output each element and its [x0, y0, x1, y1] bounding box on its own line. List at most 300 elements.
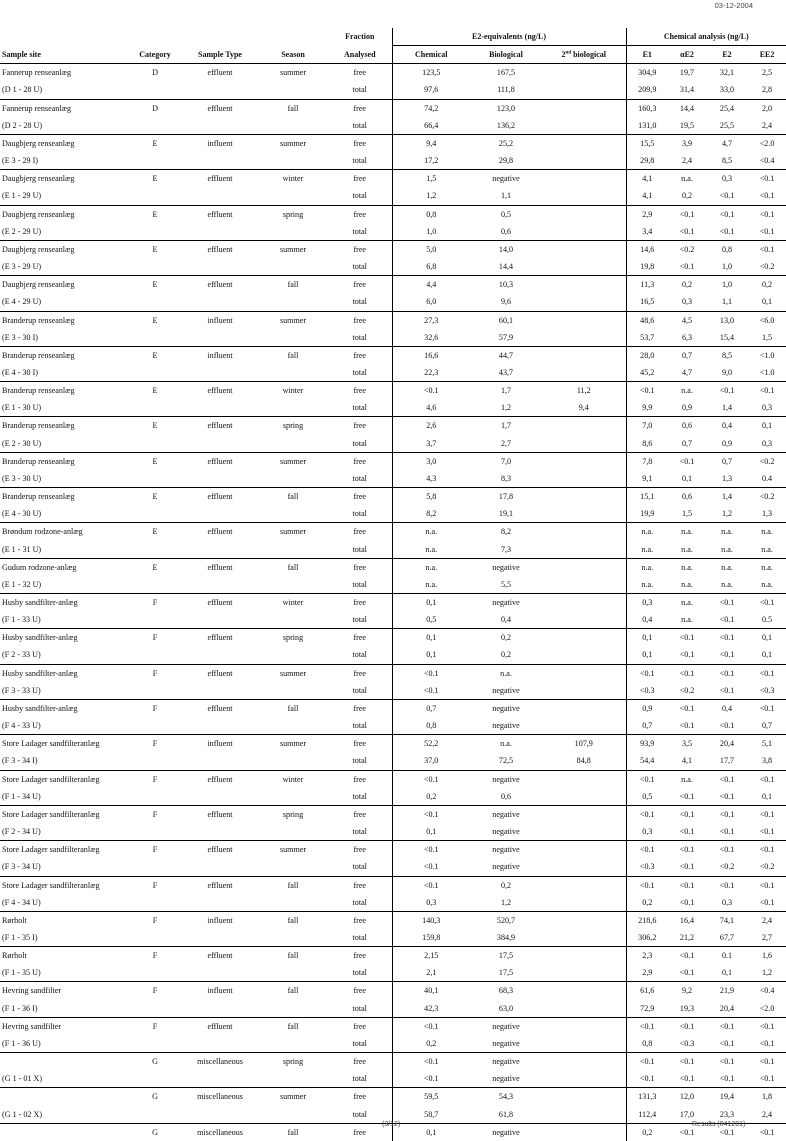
- e1-value: 7,8: [626, 452, 668, 470]
- ae2-value: n.a.: [668, 170, 706, 188]
- sample-type: influent: [182, 311, 258, 329]
- second-biological-value: [542, 558, 626, 576]
- ae2-value: n.a.: [668, 594, 706, 612]
- empty-cell: [258, 788, 328, 806]
- sample-code: (E 1 - 29 U): [2, 191, 42, 201]
- fraction: total: [352, 226, 367, 236]
- e2-value: <0.1: [706, 664, 748, 682]
- sample-code: (E 1 - 32 U): [2, 579, 42, 589]
- ae2-value: 12,0: [668, 1088, 706, 1106]
- e2-value: <0.1: [706, 1053, 748, 1071]
- e2-value: 0,1: [721, 968, 733, 978]
- sample-code: (D 2 - 28 U): [2, 120, 43, 130]
- fraction: total: [352, 367, 367, 377]
- biological-value: 0,5: [470, 205, 542, 223]
- empty-cell: [182, 329, 258, 347]
- second-biological-value: [542, 240, 626, 258]
- ae2-value: n.a.: [668, 523, 706, 541]
- e1-value: 14,6: [626, 240, 668, 258]
- e2-value: 0,7: [706, 452, 748, 470]
- e2-value: 15,4: [719, 332, 735, 342]
- sample-type: effluent: [182, 64, 258, 82]
- second-biological-value: [542, 629, 626, 647]
- empty-cell: [258, 505, 328, 523]
- empty-cell: [128, 1000, 182, 1018]
- e1-value: <0.1: [626, 876, 668, 894]
- ee2-value: 0,3: [761, 438, 773, 448]
- sample-site: [0, 1053, 128, 1071]
- second-biological-value: [542, 1070, 626, 1088]
- category: E: [128, 417, 182, 435]
- biological-value: 0,6: [500, 226, 512, 236]
- sample-type: influent: [182, 911, 258, 929]
- e2-value: <0.1: [706, 1017, 748, 1035]
- table-row: [0, 858, 786, 876]
- fraction: total: [352, 579, 367, 589]
- e2-value: n.a.: [706, 523, 748, 541]
- category: F: [128, 805, 182, 823]
- e2-value: 32,1: [706, 64, 748, 82]
- empty-cell: [258, 364, 328, 382]
- e1-value: 0,5: [626, 788, 668, 806]
- chemical-value: 58,7: [392, 1106, 470, 1124]
- ae2-value: 2,4: [681, 156, 693, 166]
- empty-cell: [182, 541, 258, 559]
- e1-value: 48,6: [626, 311, 668, 329]
- table-row: [0, 664, 786, 682]
- e2-value: <0.1: [706, 382, 748, 400]
- chemical-value: <0.1: [392, 1017, 470, 1035]
- chemical-value: <0.1: [392, 664, 470, 682]
- category: F: [128, 982, 182, 1000]
- fraction: total: [352, 1109, 367, 1119]
- empty-cell: [258, 858, 328, 876]
- fraction-header-bottom: Analysed: [343, 49, 376, 59]
- category: F: [128, 699, 182, 717]
- second-biological-value: [542, 117, 626, 135]
- empty-cell: [128, 964, 182, 982]
- second-biological-value: [542, 876, 626, 894]
- fraction: free: [328, 64, 392, 82]
- second-biological-value: [542, 947, 626, 965]
- e2-value: <0.2: [719, 862, 735, 872]
- ee2-value: 1,6: [748, 947, 786, 965]
- fraction: total: [352, 791, 367, 801]
- table-row: [0, 505, 786, 523]
- empty-cell: [128, 293, 182, 311]
- second-biological-value: [542, 187, 626, 205]
- sample-code: (E 1 - 31 U): [2, 544, 42, 554]
- season: summer: [258, 311, 328, 329]
- season: fall: [258, 699, 328, 717]
- ee2-value: 0,1: [761, 650, 773, 660]
- empty-cell: [182, 964, 258, 982]
- ee2-value: <0.1: [748, 876, 786, 894]
- empty-cell: [182, 858, 258, 876]
- e1-value: 9,1: [626, 470, 668, 488]
- sample-site-header: Sample site: [2, 49, 41, 59]
- ee2-header: EE2: [759, 50, 775, 60]
- empty-cell: [258, 717, 328, 735]
- ee2-value: 0,1: [748, 629, 786, 647]
- empty-cell: [182, 470, 258, 488]
- second-biological-value: [542, 311, 626, 329]
- sample-type: influent: [182, 735, 258, 753]
- fraction: free: [328, 735, 392, 753]
- empty-cell: [128, 823, 182, 841]
- table-row: [0, 276, 786, 294]
- ee2-value: n.a.: [761, 544, 773, 554]
- e2-value: 1,3: [721, 473, 733, 483]
- second-biological-value: [542, 1035, 626, 1053]
- sample-code: (F 1 - 36 U): [2, 1038, 41, 1048]
- e1-value: 19,8: [626, 258, 668, 276]
- fraction: free: [328, 523, 392, 541]
- chemical-value: 4,3: [392, 470, 470, 488]
- ee2-value: 2,4: [748, 911, 786, 929]
- fraction: free: [328, 311, 392, 329]
- chemical-value: 0,1: [392, 594, 470, 612]
- table-row: [0, 452, 786, 470]
- empty-cell: [258, 541, 328, 559]
- fraction: total: [352, 509, 367, 519]
- ee2-value: 2,0: [748, 99, 786, 117]
- fraction: free: [328, 911, 392, 929]
- empty-cell: [182, 435, 258, 453]
- table-row: [0, 894, 786, 912]
- e1-value: 61,6: [626, 982, 668, 1000]
- empty-cell: [258, 258, 328, 276]
- sample-site: Store Ladager sandfilteranlæg: [0, 876, 128, 894]
- ae2-value: <0.1: [679, 226, 695, 236]
- header-date: 03-12-2004: [714, 1, 753, 10]
- ae2-value: 4,5: [668, 311, 706, 329]
- e2-value: 1,4: [721, 403, 733, 413]
- chemical-value: 0,1: [392, 823, 470, 841]
- second-biological-value: [542, 682, 626, 700]
- ae2-value: <0.1: [668, 699, 706, 717]
- category: E: [128, 170, 182, 188]
- empty-cell: [182, 1070, 258, 1088]
- fraction: total: [352, 1003, 367, 1013]
- second-biological-value: [542, 223, 626, 241]
- second-biological-value: [542, 1123, 626, 1141]
- empty-cell: [128, 611, 182, 629]
- season: summer: [258, 452, 328, 470]
- e1-value: 15,1: [626, 488, 668, 506]
- ae2-value: <0.3: [679, 1038, 695, 1048]
- sample-site: Fannerup renseanlæg: [0, 99, 128, 117]
- biological-value: n.a.: [470, 664, 542, 682]
- second-biological-value: [542, 717, 626, 735]
- page-number: (3/12): [382, 1121, 401, 1128]
- season: fall: [258, 346, 328, 364]
- chemical-value: 27,3: [392, 311, 470, 329]
- empty-cell: [128, 117, 182, 135]
- empty-cell: [258, 611, 328, 629]
- biological-value: 17,8: [470, 488, 542, 506]
- ee2-value: n.a.: [761, 579, 773, 589]
- sample-type: miscellaneous: [182, 1123, 258, 1141]
- table-row: [0, 64, 786, 82]
- second-biological-value: [542, 1017, 626, 1035]
- ee2-value: <0.1: [748, 805, 786, 823]
- e1-value: <0.1: [626, 664, 668, 682]
- table-row: [0, 435, 786, 453]
- fraction: total: [352, 1038, 367, 1048]
- sample-type: effluent: [182, 417, 258, 435]
- ae2-value: <0.1: [679, 827, 695, 837]
- fraction: free: [328, 382, 392, 400]
- fraction: free: [328, 276, 392, 294]
- sample-type: effluent: [182, 382, 258, 400]
- ee2-value: 5,1: [748, 735, 786, 753]
- e2-value: <0.1: [719, 615, 735, 625]
- sample-type: effluent: [182, 558, 258, 576]
- ee2-value: <0.1: [748, 699, 786, 717]
- table-row: [0, 876, 786, 894]
- empty-cell: [182, 152, 258, 170]
- fraction: total: [352, 85, 367, 95]
- sample-site: Daugbjerg renseanlæg: [0, 276, 128, 294]
- chemical-header: Chemical: [392, 46, 470, 64]
- second-biological-value: [542, 805, 626, 823]
- ae2-value: 19,7: [668, 64, 706, 82]
- biological-value: negative: [470, 770, 542, 788]
- second-biological-value: [542, 646, 626, 664]
- category: F: [128, 876, 182, 894]
- sample-site: Husby sandfilter-anlæg: [0, 629, 128, 647]
- season: fall: [258, 876, 328, 894]
- chemical-value: <0.1: [392, 1053, 470, 1071]
- ee2-value: 2,4: [761, 120, 773, 130]
- e1-value: 160,3: [626, 99, 668, 117]
- second-biological-value: [542, 276, 626, 294]
- e1-value: 2,3: [626, 947, 668, 965]
- chemical-value: 0,7: [392, 699, 470, 717]
- season: summer: [258, 64, 328, 82]
- e1-value: 16,5: [626, 293, 668, 311]
- header-row-1: [0, 28, 786, 46]
- ae2-value: <0.1: [668, 629, 706, 647]
- ee2-value: <0.1: [748, 770, 786, 788]
- season: winter: [258, 770, 328, 788]
- sample-site: Daugbjerg renseanlæg: [0, 240, 128, 258]
- second-biological-value: [542, 699, 626, 717]
- e2-value: <0.1: [719, 650, 735, 660]
- table-row: [0, 117, 786, 135]
- sample-site: Store Ladager sandfilteranlæg: [0, 770, 128, 788]
- ee2-value: 3,8: [761, 756, 773, 766]
- sample-site: Gudum rodzone-anlæg: [0, 558, 128, 576]
- sample-site: Fannerup renseanlæg: [0, 64, 128, 82]
- sample-type: effluent: [182, 699, 258, 717]
- e2-value: n.a.: [706, 558, 748, 576]
- ae2-value: 0,7: [681, 438, 693, 448]
- sample-site: [0, 1123, 128, 1141]
- sample-code: (E 4 - 30 U): [2, 509, 42, 519]
- biological-value: 68,3: [470, 982, 542, 1000]
- table-row: [0, 558, 786, 576]
- second-biological-value: [542, 788, 626, 806]
- empty-cell: [258, 929, 328, 947]
- e1-value: 54,4: [626, 752, 668, 770]
- chemical-value: 0,1: [392, 629, 470, 647]
- second-biological-value: [542, 1053, 626, 1071]
- e1-value: 7,0: [626, 417, 668, 435]
- sample-code: (E 4 - 29 U): [2, 297, 42, 307]
- sample-code: (F 4 - 33 U): [2, 721, 41, 731]
- category: G: [128, 1053, 182, 1071]
- fraction: total: [352, 156, 367, 166]
- e2-value: <0.1: [719, 791, 735, 801]
- second-biological-value: [542, 64, 626, 82]
- empty-cell: [258, 964, 328, 982]
- biological-value: negative: [470, 699, 542, 717]
- sample-code: (F 1 - 36 I): [2, 1003, 38, 1013]
- sample-type: effluent: [182, 947, 258, 965]
- ae2-value: 1,5: [681, 509, 693, 519]
- biological-value: 0,2: [470, 876, 542, 894]
- empty-cell: [182, 293, 258, 311]
- e1-value: 0,2: [626, 894, 668, 912]
- empty-cell: [182, 611, 258, 629]
- sample-type: effluent: [182, 841, 258, 859]
- ae2-value: <0.1: [668, 205, 706, 223]
- fraction: total: [352, 862, 367, 872]
- sample-code: (F 3 - 34 U): [2, 862, 41, 872]
- e2-value: <0.1: [706, 876, 748, 894]
- chemical-value: 140,3: [392, 911, 470, 929]
- ae2-value: 21,2: [679, 932, 695, 942]
- fraction: total: [352, 332, 367, 342]
- fraction: free: [328, 699, 392, 717]
- biological-value: 61,8: [498, 1109, 514, 1119]
- sample-code: (E 2 - 30 U): [2, 438, 42, 448]
- e1-value: <0.3: [626, 858, 668, 876]
- table-row: [0, 134, 786, 152]
- fraction: total: [352, 721, 367, 731]
- table-row: [0, 152, 786, 170]
- fraction: total: [352, 297, 367, 307]
- biological-value: 25,2: [470, 134, 542, 152]
- ee2-value: <0.1: [748, 1123, 786, 1141]
- second-biological-value: 11,2: [542, 382, 626, 400]
- e2-value: 0,3: [721, 897, 733, 907]
- season: spring: [258, 205, 328, 223]
- e1-value: 304,9: [626, 64, 668, 82]
- sample-code: (F 4 - 34 U): [2, 897, 41, 907]
- empty-cell: [182, 717, 258, 735]
- fraction: total: [352, 897, 367, 907]
- ee2-value: <0.1: [759, 226, 775, 236]
- sample-site: Branderup renseanlæg: [0, 346, 128, 364]
- ee2-value: <0.1: [759, 1074, 775, 1084]
- ee2-value: 0,3: [761, 403, 773, 413]
- chemical-value: 42,3: [392, 1000, 470, 1018]
- biological-value: 0,2: [470, 629, 542, 647]
- table-row: [0, 240, 786, 258]
- ae2-value: 3,5: [668, 735, 706, 753]
- second-biological-value: [542, 1106, 626, 1124]
- sample-site: Hevring sandfilter: [0, 1017, 128, 1035]
- e2-value: <0.1: [706, 805, 748, 823]
- ee2-value: 0,1: [761, 791, 773, 801]
- e1-value: 45,2: [626, 364, 668, 382]
- e2-value: <0.1: [706, 841, 748, 859]
- ee2-value: <0.1: [759, 897, 775, 907]
- empty-cell: [128, 858, 182, 876]
- ee2-value: <0.1: [748, 664, 786, 682]
- biological-value: 72,5: [498, 756, 514, 766]
- sample-site: Husby sandfilter-anlæg: [0, 699, 128, 717]
- e2-value: 0.1: [706, 947, 748, 965]
- table-row: [0, 399, 786, 417]
- ee2-value: n.a.: [748, 558, 786, 576]
- e2-value: 4,7: [706, 134, 748, 152]
- second-biological-value: [542, 170, 626, 188]
- sample-site: Daugbjerg renseanlæg: [0, 134, 128, 152]
- sample-site: Daugbjerg renseanlæg: [0, 170, 128, 188]
- ae2-value: n.a.: [668, 558, 706, 576]
- biological-value: 9,6: [500, 297, 512, 307]
- ee2-value: <0.1: [748, 1053, 786, 1071]
- sample-type: miscellaneous: [182, 1088, 258, 1106]
- sample-code: (E 1 - 30 U): [2, 403, 42, 413]
- fraction: free: [328, 417, 392, 435]
- chemical-value: 8,2: [392, 505, 470, 523]
- ee2-value: <0.1: [748, 382, 786, 400]
- e2-value: 1,0: [706, 276, 748, 294]
- ee2-value: <0.2: [748, 452, 786, 470]
- e1-value: 131,0: [626, 117, 668, 135]
- fraction: free: [328, 805, 392, 823]
- biological-value: 2,7: [500, 438, 512, 448]
- sample-code: (F 2 - 33 U): [2, 650, 41, 660]
- empty-cell: [128, 541, 182, 559]
- fraction: free: [328, 488, 392, 506]
- e1-value: <0.1: [626, 1070, 668, 1088]
- empty-cell: [182, 752, 258, 770]
- season: winter: [258, 170, 328, 188]
- ee2-value: <0.1: [748, 240, 786, 258]
- e2-value: <0.1: [706, 594, 748, 612]
- ee2-value: <2.0: [759, 1003, 775, 1013]
- season: fall: [258, 1123, 328, 1141]
- chemical-value: 74,2: [392, 99, 470, 117]
- ee2-value: <1.0: [759, 367, 775, 377]
- table-row: [0, 823, 786, 841]
- chemical-value: <0.1: [392, 876, 470, 894]
- fraction: total: [352, 191, 367, 201]
- ae2-value: <0.1: [679, 650, 695, 660]
- fraction: free: [328, 346, 392, 364]
- table-row: [0, 929, 786, 947]
- e1-value: 72,9: [626, 1000, 668, 1018]
- e1-value: 0,7: [626, 717, 668, 735]
- empty-cell: [128, 576, 182, 594]
- ae2-value: n.a.: [681, 544, 693, 554]
- fraction: total: [352, 403, 367, 413]
- ee2-value: 0.5: [761, 615, 773, 625]
- e1-value: n.a.: [626, 523, 668, 541]
- second-biological-value: [542, 470, 626, 488]
- season: fall: [258, 276, 328, 294]
- second-biological-value: [542, 594, 626, 612]
- ae2-value: <0.2: [668, 240, 706, 258]
- ae2-value: n.a.: [681, 615, 693, 625]
- empty-cell: [128, 399, 182, 417]
